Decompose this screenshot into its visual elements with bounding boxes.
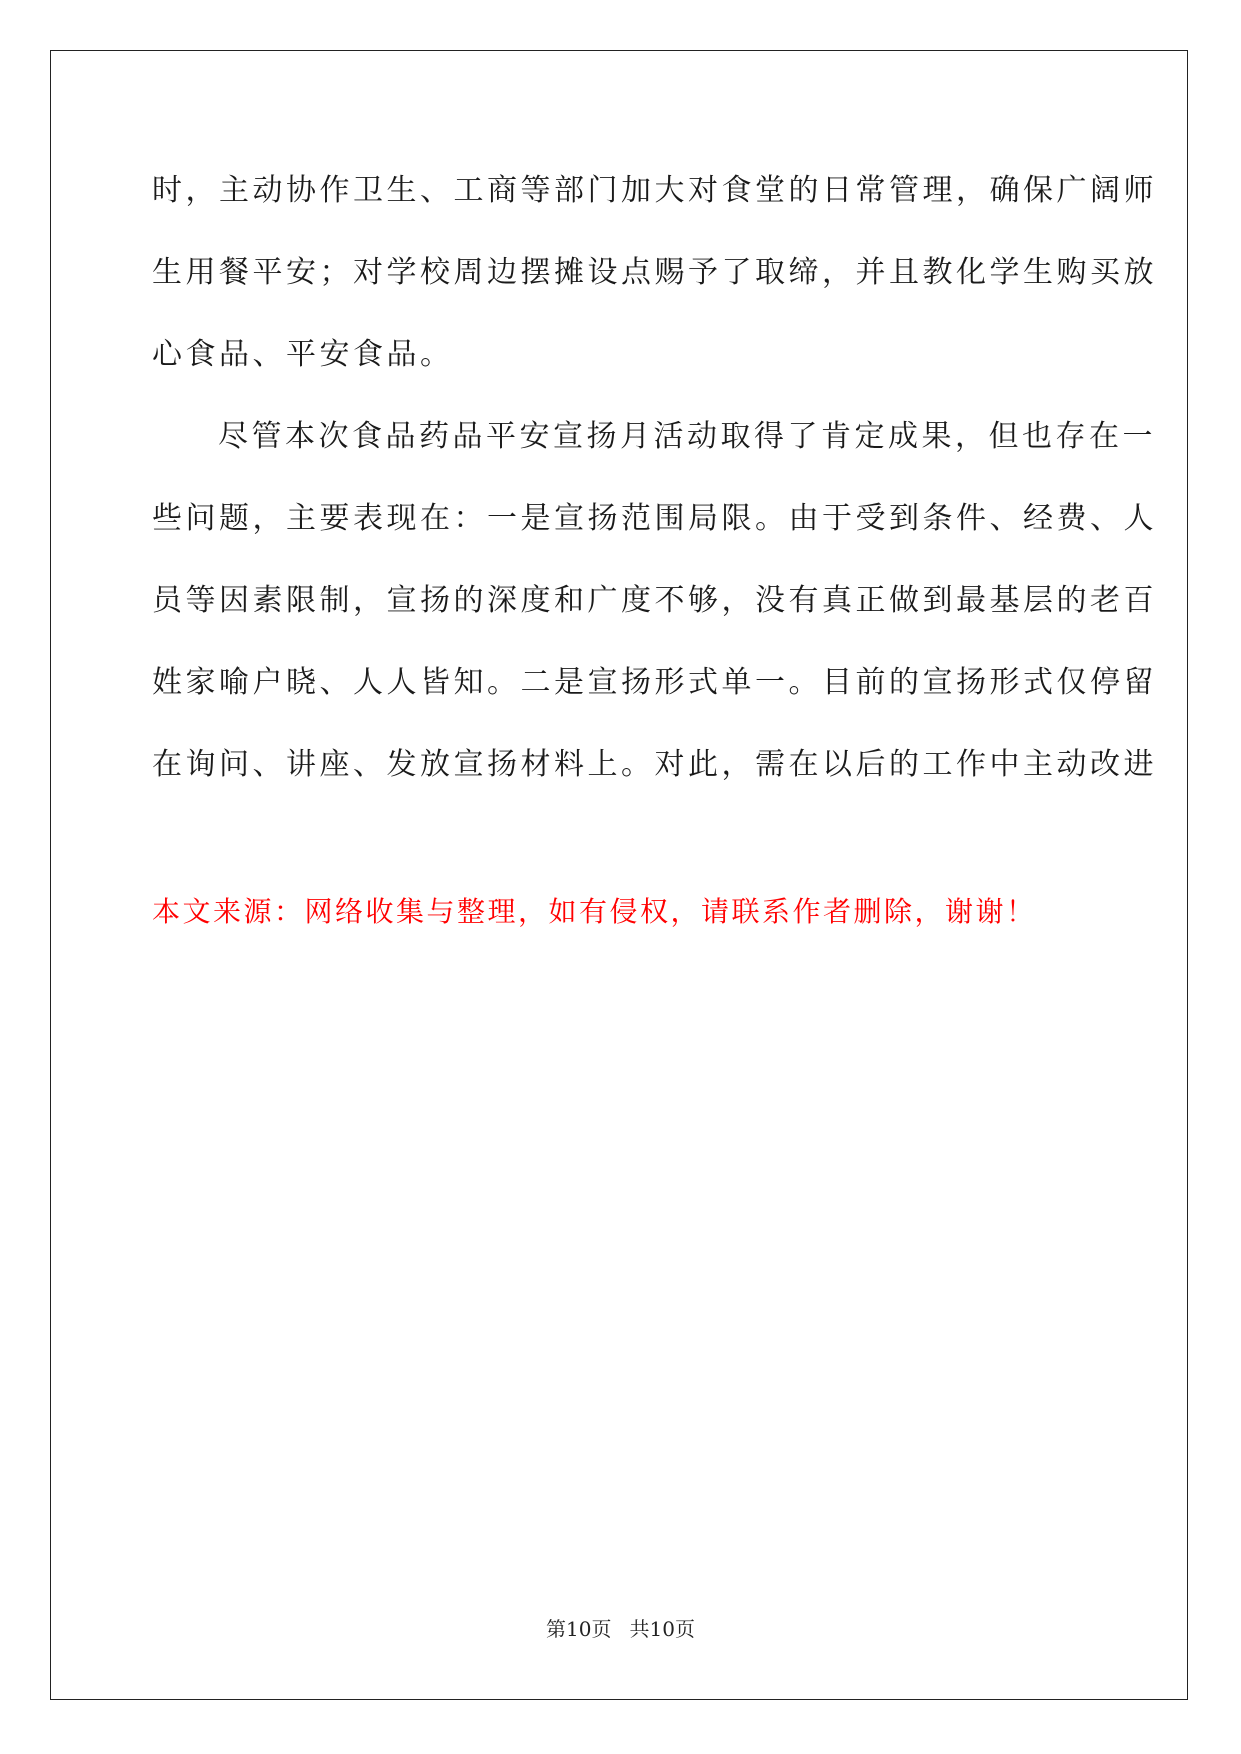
text-line: 时，主动协作卫生、工商等部门加大对食堂的日常管理，确保广阔师 (152, 173, 1157, 208)
text-line: 心食品、平安食品。 (152, 337, 454, 372)
text-line: 在询问、讲座、发放宣扬材料上。对此，需在以后的工作中主动改进 (152, 747, 1157, 782)
paragraph-start-line: 尽管本次食品药品平安宣扬月活动取得了肯定成果，但也存在一 (218, 419, 1156, 454)
source-note: 本文来源：网络收集与整理，如有侵权，请联系作者删除，谢谢！ (152, 895, 1037, 928)
text-line: 姓家喻户晓、人人皆知。二是宣扬形式单一。目前的宣扬形式仅停留 (152, 665, 1157, 700)
document-body (152, 160, 1157, 816)
text-line: 员等因素限制，宣扬的深度和广度不够，没有真正做到最基层的老百 (152, 583, 1157, 618)
total-pages-label: 共10页 (629, 1617, 695, 1641)
text-line: 些问题，主要表现在：一是宣扬范围局限。由于受到条件、经费、人 (152, 501, 1157, 536)
text-line: 生用餐平安；对学校周边摆摊设点赐予了取缔，并且教化学生购买放 (152, 255, 1157, 290)
current-page-label: 第10页 (546, 1617, 612, 1641)
page-footer (0, 1615, 1241, 1643)
